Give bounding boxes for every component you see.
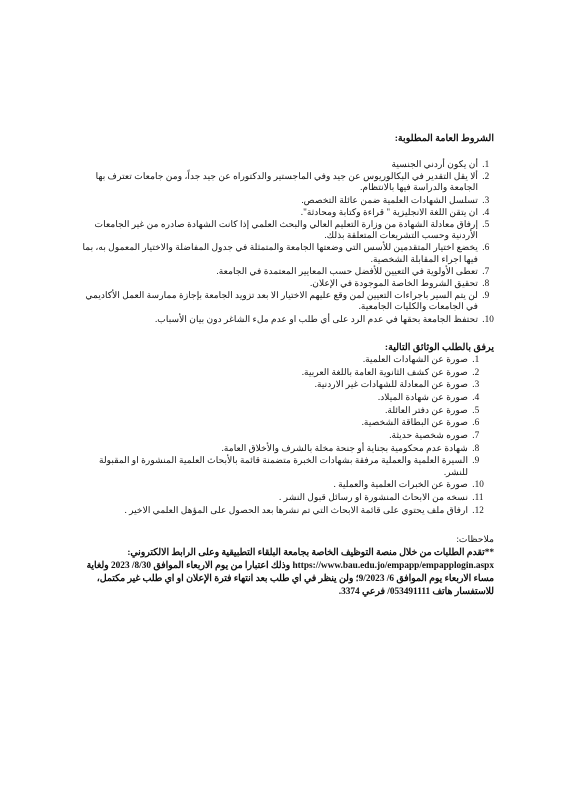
condition-item: 5. إرفاق معادلة الشهادة من وزارة التعليم العالي والبحث العلمي إذا كانت الشهادة صادره من غير الجامعات الأردنية وحسب التشريعات المتعلقة بذلك. (78, 219, 480, 241)
document-item: 7. صوره شخصية حديثة. (78, 430, 470, 441)
condition-item: 8. تحقيق الشروط الخاصة الموجودة في الإعلان. (78, 278, 480, 289)
notes-label: ملاحظات: (456, 534, 494, 545)
condition-item: 6. يخضع اختيار المتقدمين للأسس التي وضعتها الجامعة والمتمثلة في جدول المفاضلة والاختيار المعمول به، بما فيها اجراء المقابلة الشخصية. (78, 242, 480, 264)
condition-item: 1. أن يكون أردني الجنسية (78, 159, 480, 170)
document-item: 3. صورة عن المعادلة للشهادات غير الاردنية. (78, 379, 470, 390)
note-details: وذلك اعتبارا من يوم الاربعاء الموافق 8/30/ 2023 ولغاية مساء الاربعاء يوم الموافق 6/ 9/2023؛ ولن ينظر في اي طلب بعد انتهاء فترة الإعلان او اي طلب غير مكتمل، للاستفسار هاتف 053491111/ فرعي 3374. (86, 561, 494, 597)
document-item: 10. صورة عن الخبرات العلمية والعملية . (78, 479, 470, 490)
general-conditions-list (78, 159, 494, 325)
condition-item: 9. لن يتم السير باجراءات التعيين لمن وقع عليهم الاختيار الا بعد تزويد الجامعة بإجازة ممارسة العمل الأكاديمي في الجامعات والكليات الجامعية. (78, 290, 480, 312)
application-note (78, 547, 494, 598)
general-conditions-heading: الشروط العامة المطلوبة: (394, 133, 494, 144)
condition-item: 2. ألا يقل التقدير في البكالوريوس عن جيد وفي الماجستير والدكتوراه عن جيد جداً، ومن جامعات تعترف بها الجامعة والدراسة فيها بالانتظام. (78, 171, 480, 193)
document-item: 12. ارفاق ملف يحتوي على قائمة الابحاث التي تم نشرها بعد الحصول على المؤهل العلمي الاخير . (78, 505, 470, 516)
section-spacer (78, 326, 494, 342)
application-link[interactable]: https://www.bau.edu.jo/empapp/empapplogin.aspx (292, 561, 494, 572)
note-intro: **تقدم الطلبات من خلال منصة التوظيف الخاصة بجامعة البلقاء التطبيقية وعلى الرابط الالكتروني: (127, 548, 494, 559)
condition-item: 4. ان يتقن اللغة الانجليزية " قراءة وكتابة ومحادثة". (78, 207, 480, 218)
section-spacer (78, 517, 494, 533)
document-item: 1. صورة عن الشهادات العلمية. (78, 354, 470, 365)
required-documents-heading: يرفق بالطلب الوثائق التالية: (384, 341, 494, 353)
document-content (78, 133, 494, 599)
document-item: 8. شهادة عدم محكومية بجناية أو جنحة مخلة بالشرف والأخلاق العامة. (78, 443, 470, 454)
document-item: 11. نسخه من الابحاث المنشورة او رسائل قبول النشر . (78, 492, 470, 503)
document-item: 2. صورة عن كشف الثانوية العامة باللغة العربية. (78, 367, 470, 378)
condition-item: 7. تعطى الأولوية في التعيين للأفضل حسب المعايير المعتمدة في الجامعة. (78, 266, 480, 277)
document-item: 9. السيرة العلمية والعملية مرفقة بشهادات الخبرة متضمنة قائمة بالأبحاث العلمية المنشورة او المقبولة للنشر. (78, 455, 470, 477)
document-item: 6. صورة عن البطاقة الشخصية. (78, 417, 470, 428)
required-documents-list (78, 354, 494, 516)
condition-item: 10. تحتفظ الجامعة بحقها في عدم الرد على أي طلب او عدم ملء الشاغر دون بيان الأسباب. (78, 314, 480, 325)
document-item: 4. صورة عن شهادة الميلاد. (78, 392, 470, 403)
condition-item: 3. تسلسل الشهادات العلمية ضمن عائلة التخصص. (78, 195, 480, 206)
document-item: 5. صورة عن دفتر العائلة. (78, 405, 470, 416)
